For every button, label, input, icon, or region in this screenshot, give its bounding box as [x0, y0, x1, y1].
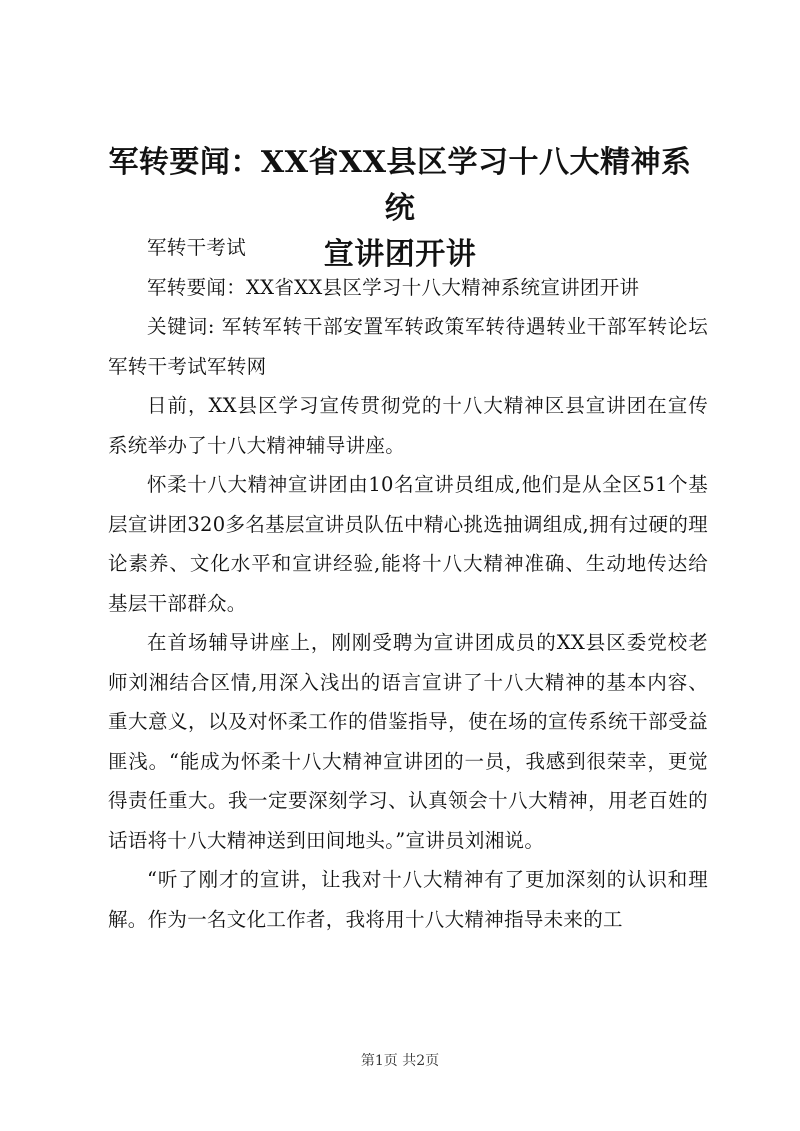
- paragraph-keywords: 关键词: 军转军转干部安置军转政策军转待遇转业干部军转论坛军转干考试军转网: [108, 315, 708, 378]
- paragraph-source: 军转干考试: [147, 236, 247, 259]
- paragraph-intro: 日前，XX县区学习宣传贯彻党的十八大精神区县宣讲团在宣传系统举办了十八大精神辅导讲座。: [108, 394, 708, 457]
- paragraph-headline: 军转要闻：XX省XX县区学习十八大精神系统宣讲团开讲: [147, 275, 640, 299]
- paragraph-team: 怀柔十八大精神宣讲团由10名宣讲员组成,他们是从全区51个基层宣讲团320多名基层宣讲员队伍中精心挑选抽调组成,拥有过硬的理论素养、文化水平和宣讲经验,能将十八大精神准确、生动地传达给基层干部群众。: [108, 473, 708, 615]
- title-line-2: 宣讲团开讲: [323, 237, 477, 272]
- title-line-1: 军转要闻：XX省XX县区学习十八大精神系统: [108, 145, 692, 226]
- paragraph-quote: “听了刚才的宣讲，让我对十八大精神有了更加深刻的认识和理解。作为一名文化工作者，我将用十八大精神指导未来的工: [108, 868, 708, 931]
- page-footer: 第1页 共2页: [360, 1053, 440, 1069]
- paragraph-lecture: 在首场辅导讲座上，刚刚受聘为宣讲团成员的XX县区委党校老师刘湘结合区情,用深入浅出的语言宣讲了十八大精神的基本内容、重大意义，以及对怀柔工作的借鉴指导，使在场的宣传系统干部受益匪浅。“能成为怀柔十八大精神宣讲团的一员，我感到很荣幸，更觉得责任重大。我一定要深刻学习、认真领会十八大精神，用老百姓的话语将十八大精神送到田间地头。”宣讲员刘湘说。: [108, 631, 708, 852]
- document-body: [108, 228, 708, 939]
